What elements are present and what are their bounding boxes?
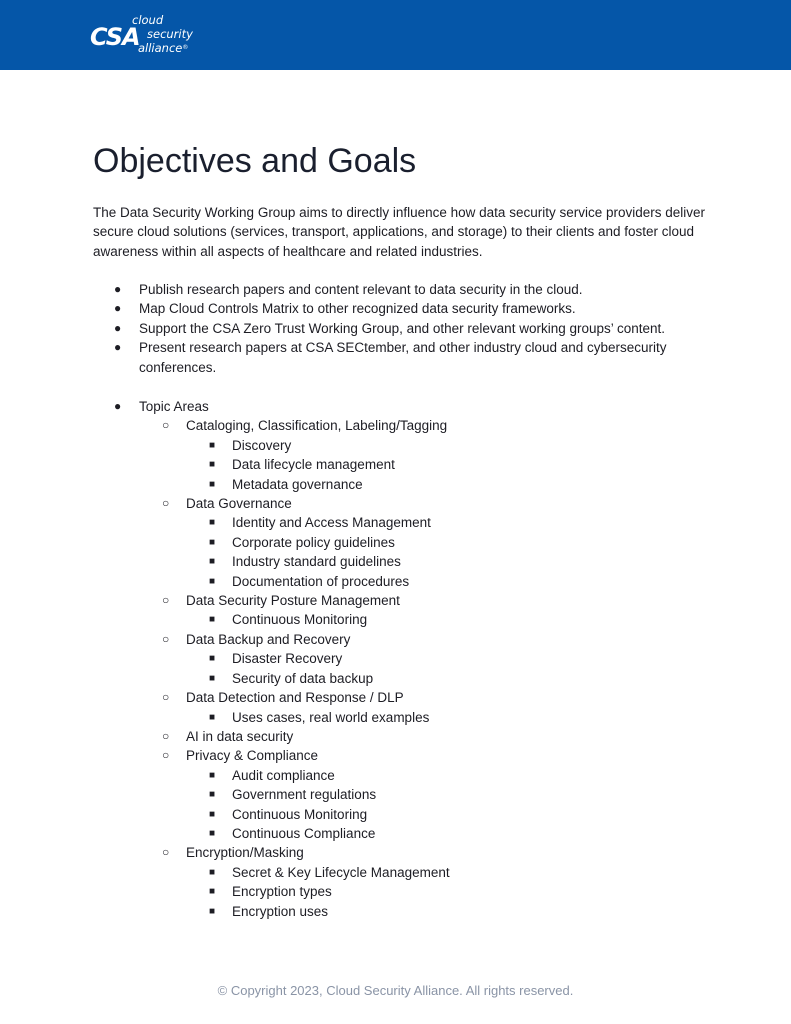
- bullet-filled-circle-icon: ●: [114, 399, 122, 413]
- topic-subitem: ■ Secret & Key Lifecycle Management: [0, 863, 791, 882]
- bullet-square-icon: ■: [209, 459, 216, 471]
- topic-area: ○ Cataloging, Classification, Labeling/Tagging: [0, 416, 791, 435]
- goal-item: ● Publish research papers and content relevant to data security in the cloud.: [0, 280, 699, 299]
- intro-paragraph: The Data Security Working Group aims to directly influence how data security service providers deliver secure cloud solutions (services, transport, applications, and storage) to their clients and foster cloud awareness within all aspects of healthcare and related industries.: [93, 205, 706, 259]
- logo-mark: CSA: [90, 23, 140, 51]
- logo-word-cloud: cloud: [132, 13, 164, 27]
- page-title: Objectives and Goals: [93, 142, 417, 180]
- bullet-filled-circle-icon: ●: [114, 320, 122, 335]
- bullet-hollow-circle-icon: ○: [162, 496, 170, 511]
- topic-subitem: ■ Discovery: [0, 436, 791, 455]
- topic-subitem: ■ Identity and Access Management: [0, 513, 791, 532]
- bullet-hollow-circle-icon: ○: [162, 593, 170, 608]
- csa-logo: [90, 12, 210, 58]
- goal-item: ● Support the CSA Zero Trust Working Group, and other relevant working groups’ content.: [0, 319, 699, 338]
- topic-area: ○ AI in data security: [0, 727, 791, 746]
- bullet-square-icon: ■: [209, 905, 216, 917]
- bullet-square-icon: ■: [209, 789, 216, 801]
- topic-subitem: ■ Documentation of procedures: [0, 572, 791, 591]
- goal-item: ● Map Cloud Controls Matrix to other recognized data security frameworks.: [0, 299, 699, 318]
- copyright-footer: © Copyright 2023, Cloud Security Alliance. All rights reserved.: [217, 983, 574, 998]
- bullet-square-icon: ■: [209, 672, 216, 684]
- bullet-hollow-circle-icon: ○: [162, 690, 170, 705]
- topic-area: ○ Data Governance: [0, 494, 791, 513]
- topic-subitem: ■ Uses cases, real world examples: [0, 708, 791, 727]
- bullet-hollow-circle-icon: ○: [162, 728, 170, 743]
- logo-word-alliance: alliance®: [138, 41, 189, 55]
- bullet-square-icon: ■: [209, 614, 216, 626]
- bullet-square-icon: ■: [209, 478, 216, 490]
- topic-subitem: ■ Metadata governance: [0, 475, 791, 494]
- bullet-square-icon: ■: [209, 575, 216, 587]
- topic-area: ○ Privacy & Compliance: [0, 746, 791, 765]
- topic-subitem: ■ Government regulations: [0, 785, 791, 804]
- topic-subitem: ■ Data lifecycle management: [0, 455, 791, 474]
- bullet-hollow-circle-icon: ○: [162, 631, 170, 646]
- bullet-square-icon: ■: [209, 536, 216, 548]
- topic-subitem: ■ Encryption uses: [0, 902, 791, 921]
- bullet-filled-circle-icon: ●: [114, 340, 122, 355]
- bullet-filled-circle-icon: ●: [114, 282, 122, 296]
- bullet-square-icon: ■: [209, 769, 216, 781]
- goal-item: ● Present research papers at CSA SECtember, and other industry cloud and cybersecurity conferences.: [114, 340, 667, 375]
- topic-area: ○ Encryption/Masking: [0, 843, 791, 862]
- bullet-hollow-circle-icon: ○: [162, 418, 170, 433]
- goals-list: [0, 280, 791, 377]
- topic-subitem: ■ Industry standard guidelines: [0, 552, 791, 571]
- topic-area: ○ Data Detection and Response / DLP: [0, 688, 791, 707]
- bullet-square-icon: ■: [209, 517, 216, 529]
- bullet-filled-circle-icon: ●: [114, 301, 122, 316]
- topic-subitem: ■ Continuous Monitoring: [0, 805, 791, 824]
- bullet-hollow-circle-icon: ○: [162, 748, 170, 763]
- bullet-square-icon: ■: [209, 556, 216, 568]
- topic-subitem: ■ Disaster Recovery: [0, 649, 791, 668]
- topic-subitem: ■ Corporate policy guidelines: [0, 533, 791, 552]
- topic-subitem: ■ Continuous Compliance: [0, 824, 791, 843]
- bullet-square-icon: ■: [209, 653, 216, 665]
- topic-areas-heading: ● Topic Areas: [0, 397, 699, 416]
- topic-subitem: ■ Encryption types: [0, 882, 791, 901]
- topic-subitem: ■ Security of data backup: [0, 669, 791, 688]
- topic-area: ○ Data Security Posture Management: [0, 591, 791, 610]
- bullet-hollow-circle-icon: ○: [162, 845, 170, 860]
- topic-subitem: ■ Continuous Monitoring: [0, 610, 791, 629]
- topic-areas-list: [0, 397, 791, 921]
- bullet-square-icon: ■: [209, 827, 216, 839]
- bullet-square-icon: ■: [209, 439, 216, 451]
- bullet-square-icon: ■: [209, 866, 216, 878]
- topic-area: ○ Data Backup and Recovery: [0, 630, 791, 649]
- logo-word-security: security: [147, 27, 193, 41]
- topic-subitem: ■ Audit compliance: [0, 766, 791, 785]
- page-header: [0, 0, 791, 70]
- bullet-square-icon: ■: [209, 808, 216, 820]
- bullet-square-icon: ■: [209, 886, 216, 898]
- bullet-square-icon: ■: [209, 711, 216, 723]
